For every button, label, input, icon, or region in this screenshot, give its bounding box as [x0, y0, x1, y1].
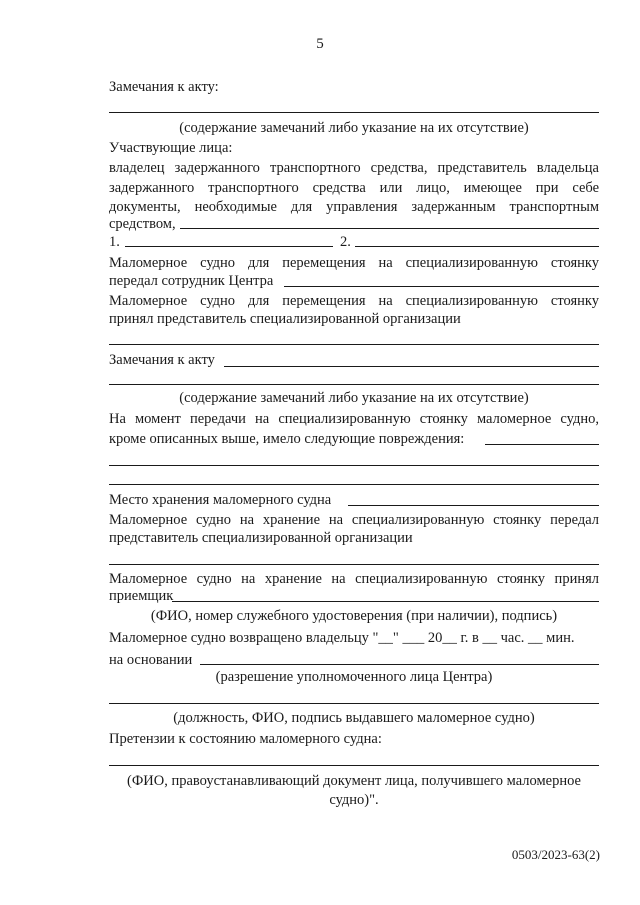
owner-line-3: документы, необходимые для управления задержанным транспортным	[109, 199, 599, 215]
remarks-caption-1: (содержание замечаний либо указание на их отсутствие)	[179, 120, 529, 136]
storage-accepted-line-2: приемщик	[109, 588, 174, 604]
owner-blank	[180, 228, 599, 229]
participants-heading: Участвующие лица:	[109, 140, 233, 156]
issuer-caption: (должность, ФИО, подпись выдавшего маломерное судно)	[173, 710, 535, 726]
participant-number-2: 2.	[340, 234, 351, 250]
remarks2-label: Замечания к акту	[109, 352, 215, 368]
handed-blank	[284, 286, 599, 287]
owner-line-2: задержанного транспортного средства или лицо, имеющее при себе	[109, 180, 599, 196]
damage-line-1: На момент передачи на специализированную стоянку маломерное судно,	[109, 411, 599, 427]
accepted-blank	[109, 344, 599, 345]
accepted-line-2: принял представитель специализированной организации	[109, 311, 461, 327]
participant-number-1: 1.	[109, 234, 120, 250]
remarks-heading: Замечания к акту:	[109, 79, 219, 95]
basis-blank	[200, 664, 599, 665]
storage-place-label: Место хранения маломерного судна	[109, 492, 332, 508]
returned-line: Маломерное судно возвращено владельцу "__" ___ 20__ г. в __ час. __ мин.	[109, 630, 575, 646]
storage-handed-line-2: представитель специализированной организации	[109, 530, 413, 546]
storage-handed-line-1: Маломерное судно на хранение на специализированную стоянку передал	[109, 512, 599, 528]
damage-blank-2	[109, 465, 599, 466]
receiver-caption-1: (ФИО, правоустанавливающий документ лица, получившего маломерное	[127, 773, 581, 789]
storage-accepted-blank	[172, 601, 599, 602]
handed-line-2: передал сотрудник Центра	[109, 273, 274, 289]
storage-place-blank	[348, 505, 599, 506]
remarks2-blank-1	[224, 366, 599, 367]
owner-line-1: владелец задержанного транспортного средства, представитель владельца	[109, 160, 599, 176]
damage-blank-1	[485, 444, 599, 445]
remarks-caption-2: (содержание замечаний либо указание на их отсутствие)	[179, 390, 529, 406]
issuer-blank	[109, 703, 599, 704]
claims-label: Претензии к состоянию маломерного судна:	[109, 731, 382, 747]
accepted-line-1: Маломерное судно для перемещения на специализированную стоянку	[109, 293, 599, 309]
claims-blank	[109, 765, 599, 766]
damage-line-2: кроме описанных выше, имело следующие повреждения:	[109, 431, 465, 447]
basis-label: на основании	[109, 652, 193, 668]
fio-caption: (ФИО, номер служебного удостоверения (при наличии), подпись)	[150, 608, 558, 624]
handed-line-1: Маломерное судно для перемещения на специализированную стоянку	[109, 255, 599, 271]
page-number: 5	[316, 36, 324, 52]
document-code: 0503/2023-63(2)	[511, 847, 600, 862]
receiver-caption-2: судно)".	[329, 792, 379, 808]
participant-2-blank	[355, 246, 599, 247]
storage-handed-blank	[109, 564, 599, 565]
owner-line-4: средством,	[109, 216, 176, 232]
participant-1-blank	[125, 246, 333, 247]
remarks2-blank-2	[109, 384, 599, 385]
remarks-line	[109, 112, 599, 113]
permission-caption: (разрешение уполномоченного лица Центра)	[215, 669, 493, 685]
damage-blank-3	[109, 484, 599, 485]
storage-accepted-line-1: Маломерное судно на хранение на специализированную стоянку принял	[109, 571, 599, 587]
